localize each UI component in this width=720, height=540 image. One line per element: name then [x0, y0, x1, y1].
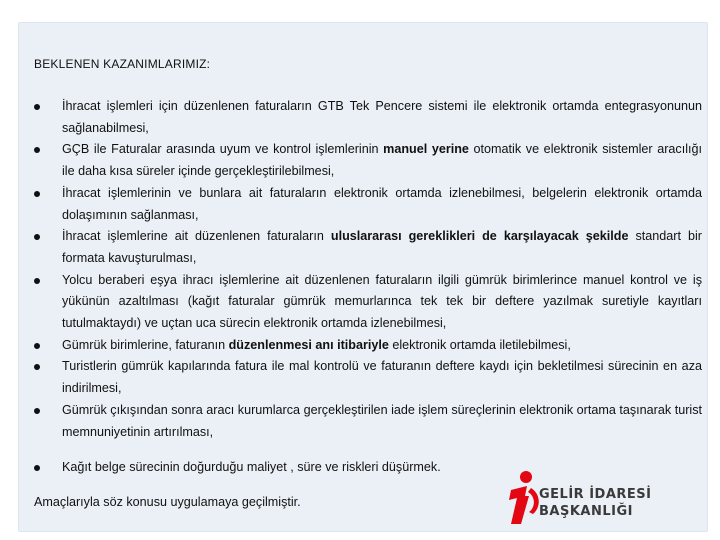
list-item: İhracat işlemleri için düzenlenen faturaların GTB Tek Pencere sistemi ile elektronik ortamda entegrasyonunun sağlanabilmesi,: [34, 96, 702, 139]
section-heading: BEKLENEN KAZANIMLARIMIZ:: [34, 57, 211, 71]
bullet-icon: [34, 343, 40, 349]
list-item: Turistlerin gümrük kapılarında fatura ile mal kontrolü ve faturanın deftere kaydı için bekletilmesi sürecinin en aza indirilmesi,: [34, 356, 702, 399]
gib-logo-mark-icon: [503, 470, 543, 528]
bullet-icon: [34, 278, 40, 284]
gib-logo: [503, 470, 653, 528]
gib-logo-text: [539, 486, 652, 520]
bullet-icon: [34, 465, 40, 471]
list-item: Gümrük çıkışından sonra aracı kurumlarca gerçekleştirilen iade işlem süreçlerinin elektronik ortama taşınarak turist memnuniyetinin artırılması,: [34, 400, 702, 443]
bullet-icon: [34, 191, 40, 197]
list-item: GÇB ile Faturalar arasında uyum ve kontrol işlemlerinin manuel yerine otomatik ve elektronik sistemler aracılığı ile daha kısa süreler içinde gerçekleştirilebilmesi,: [34, 139, 702, 182]
list-item: İhracat işlemlerinin ve bunlara ait faturaların elektronik ortamda izlenebilmesi, belgelerin elektronik ortamda dolaşımının sağlanması,: [34, 183, 702, 226]
list-item: Gümrük birimlerine, faturanın düzenlenmesi anı itibariyle elektronik ortamda iletilebilmesi,: [34, 335, 702, 357]
bullet-icon: [34, 104, 40, 110]
bullet-icon: [34, 147, 40, 153]
bullet-icon: [34, 234, 40, 240]
logo-line-1: GELİR İDARESİ: [539, 487, 652, 502]
bullet-list: [34, 96, 702, 479]
logo-line-2: BAŞKANLIĞI: [539, 504, 633, 519]
list-item: İhracat işlemlerine ait düzenlenen faturaların uluslararası gereklikleri de karşılayacak şekilde standart bir formata kavuşturulması,: [34, 226, 702, 269]
closing-text: Amaçlarıyla söz konusu uygulamaya geçilmiştir.: [34, 495, 301, 509]
list-item: Yolcu beraberi eşya ihracı işlemlerine ait düzenlenen faturaların ilgili gümrük birimlerince manuel kontrol ve iş yükünün azaltılması (kağıt faturalar gümrük memurlarınca tek tek bir deftere yazılmak suretiyle kayıtları tutulmaktaydı) ve uçtan uca sürecin elektronik ortamda izlenebilmesi,: [34, 270, 702, 335]
bullet-icon: [34, 408, 40, 414]
list-item: Kağıt belge sürecinin doğurduğu maliyet , süre ve riskleri düşürmek.: [34, 457, 702, 479]
bullet-icon: [34, 364, 40, 370]
